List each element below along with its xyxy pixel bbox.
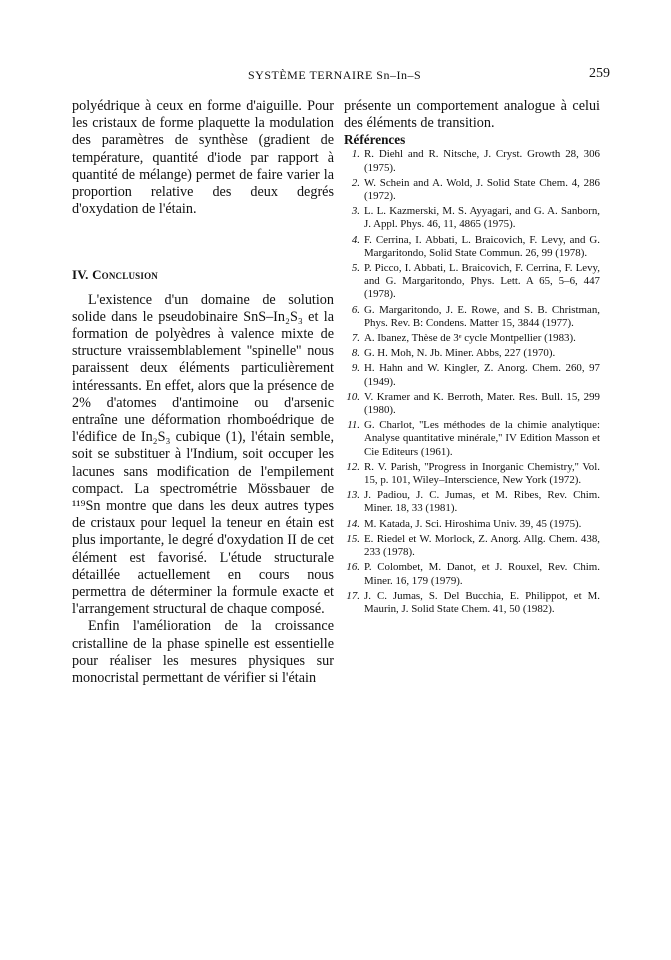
reference-text: L. L. Kazmerski, M. S. Ayyagari, and G. A. Sanborn, J. Appl. Phys. 46, 11, 4865 (1975). [364,205,600,231]
reference-number: 8. [351,347,360,360]
reference-item [344,362,600,388]
reference-number: 4. [351,233,360,246]
reference-number: 10. [346,390,360,403]
reference-number: 11. [347,419,360,432]
reference-text: P. Picco, I. Abbati, L. Braicovich, F. Cerrina, F. Levy, and G. Margaritondo, Phys. Lett. A 65, 5–6, 447 (1978). [364,262,600,301]
reference-number: 14. [346,517,360,530]
reference-text: H. Hahn and W. Kingler, Z. Anorg. Chem. 260, 97 (1949). [364,362,600,388]
reference-number: 7. [351,332,360,345]
reference-number: 2. [351,176,360,189]
reference-item [344,419,600,459]
reference-item [344,262,600,302]
reference-number: 9. [351,362,360,375]
reference-item [344,489,600,515]
reference-text: J. Padiou, J. C. Jumas, et M. Ribes, Rev. Chim. Miner. 18, 33 (1981). [364,489,600,515]
reference-text: P. Colombet, M. Danot, et J. Rouxel, Rev. Chim. Miner. 16, 179 (1979). [364,561,600,587]
reference-number: 16. [346,561,360,574]
reference-item [344,518,600,531]
reference-text: G. Margaritondo, J. E. Rowe, and S. B. Christman, Phys. Rev. B: Condens. Matter 15, 3844 (1977). [364,303,600,329]
page-header [0,68,671,88]
reference-text: G. H. Moh, N. Jb. Miner. Abbs, 227 (1970). [364,347,556,360]
reference-number: 3. [351,205,360,218]
reference-item [344,332,600,345]
body-paragraph: L'existence d'un domaine de solution solide dans le pseudobinaire SnS–In₂S₃ et la formation de polyèdres à valence mixte de structure vraissemblablement ''spinelle'' nous paraissent deux éléments particulièrement intéressants. En effet, alors que la présence de 2% d'atomes d'antimoine ou d'arsenic entraîne une déformation rhomboédrique de l'édifice de In₂S₃ cubique (1), l'étain semble, soit se substituer à l'Indium, soit occuper les lacunes sans modification de l'empilement compact. La spectrométrie Mössbauer de ¹¹⁹Sn montre que dans les deux autres types de cristaux pour lequel la teneur en étain est plus importante, le degré d'oxydation II de cet élément est favorisé. L'étude structurale détaillée actuellement en cours nous permettra de déterminer la formule exacte et l'arrangement structural de chaque composé. [72,291,334,618]
reference-item [344,148,600,174]
reference-text: A. Ibanez, Thèse de 3ᵉ cycle Montpellier (1983). [364,332,576,345]
reference-text: J. C. Jumas, S. Del Bucchia, E. Philippot, et M. Maurin, J. Solid State Chem. 41, 50 (1982). [364,589,600,615]
reference-item [344,533,600,559]
reference-item [344,205,600,231]
reference-list [344,148,600,616]
reference-number: 17. [346,589,360,602]
body-paragraph: polyédrique à ceux en forme d'aiguille. Pour les cristaux de forme plaquette la modulation des paramètres de synthèse (gradient de température, quantité d'iode par rapport à quantité de mélange) permet de faire varier la proportion relative des deux degrés d'oxydation de l'étain. [72,98,334,218]
reference-item [344,561,600,587]
reference-number: 6. [351,303,360,316]
reference-item [344,234,600,260]
reference-text: R. Diehl and R. Nitsche, J. Cryst. Growth 28, 306 (1975). [364,148,600,174]
reference-number: 5. [351,262,360,275]
reference-item [344,590,600,616]
reference-number: 13. [346,489,360,502]
reference-text: R. V. Parish, ''Progress in Inorganic Chemistry,'' Vol. 15, p. 101, Wiley–Interscience, New York (1972). [364,460,600,487]
reference-item [344,391,600,417]
references-heading: Références [344,132,406,148]
reference-item [344,347,600,360]
page-number: 259 [589,66,610,81]
reference-number: 1. [351,148,360,161]
reference-item [344,177,600,203]
reference-text: W. Schein and A. Wold, J. Solid State Chem. 4, 286 (1972). [364,176,600,203]
section-heading: IV. Conclusion [72,267,158,283]
body-paragraph: présente un comportement analogue à celui des éléments de transition. [344,98,600,132]
running-title: SYSTÈME TERNAIRE Sn–In–S [248,68,422,82]
reference-number: 15. [346,532,360,545]
reference-text: F. Cerrina, I. Abbati, L. Braicovich, F. Levy, and G. Margaritondo, Solid State Commun. 26, 99 (1978). [364,233,600,259]
right-column [344,98,600,618]
reference-text: V. Kramer and K. Berroth, Mater. Res. Bull. 15, 299 (1980). [364,390,600,417]
left-column [72,98,334,687]
reference-text: G. Charlot, ''Les méthodes de la chimie analytique: Analyse quantitative minérale,'' IV Edition Masson et Cie Editeurs (1961). [364,419,600,458]
body-paragraph: Enfin l'amélioration de la croissance cristalline de la phase spinelle est essentielle pour réaliser les mesures physiques sur monocristal permettant de vérifier si l'étain [72,618,334,687]
reference-item [344,304,600,330]
reference-text: E. Riedel et W. Morlock, Z. Anorg. Allg. Chem. 438, 233 (1978). [364,532,600,559]
reference-number: 12. [346,460,360,473]
reference-item [344,461,600,487]
reference-text: M. Katada, J. Sci. Hiroshima Univ. 39, 45 (1975). [364,517,582,530]
